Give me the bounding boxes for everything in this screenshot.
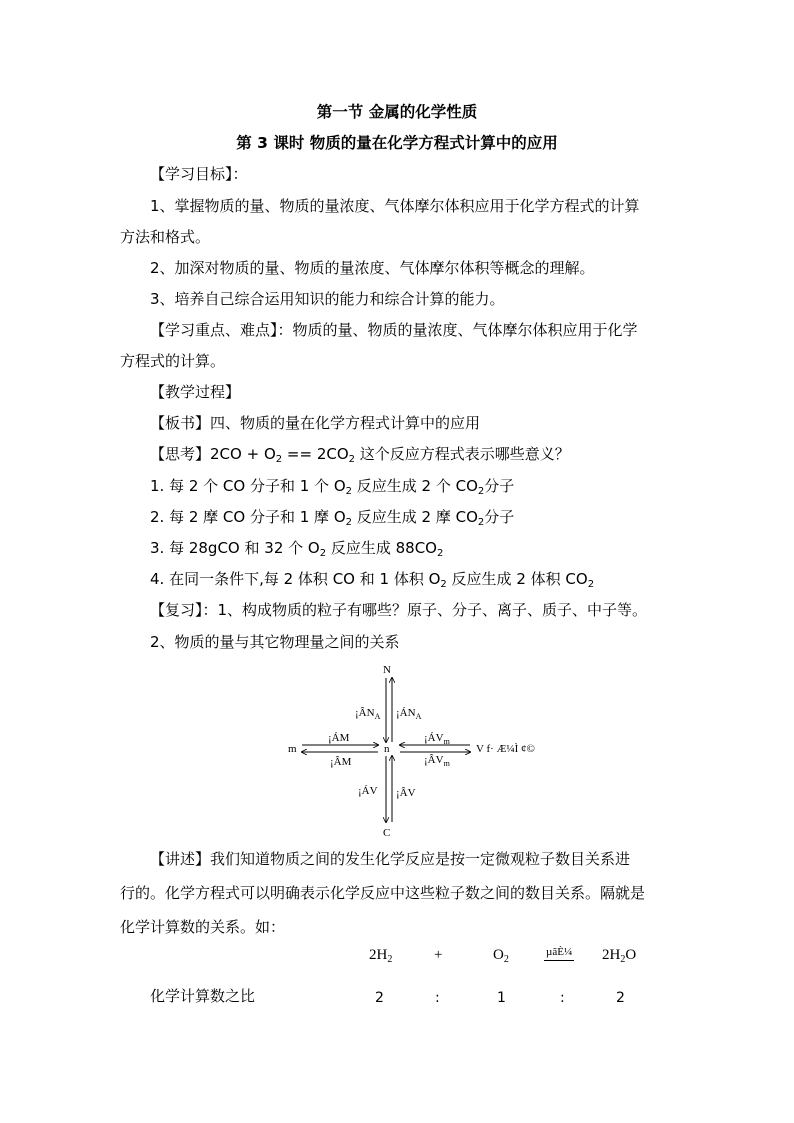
diagram-left-label: m (288, 743, 297, 755)
objective-2: 2、加深对物质的量、物质的量浓度、气体摩尔体积等概念的理解。 (150, 259, 595, 277)
meaning-text: 反应生成 88CO (326, 539, 437, 557)
ratio-value-1: 2 (375, 990, 384, 1006)
review-line-1: 【复习】：1、构成物质的粒子有哪些？原子、分子、离子、质子、中子等。 (150, 601, 648, 619)
formula-text: 2H (602, 947, 621, 963)
lecture-line-3: 化学计算数的关系。如： (120, 918, 286, 936)
meaning-1 (150, 476, 514, 496)
think-eq-sub2: 2 (348, 454, 356, 465)
meaning-text: 反应生成 2 个 CO (352, 477, 478, 495)
board-line: 【板书】四、物质的量在化学方程式计算中的应用 (150, 414, 481, 432)
product-h2o (602, 945, 636, 965)
meaning-text: 反应生成 2 摩 CO (352, 508, 478, 526)
formula-text: O (625, 947, 637, 963)
meaning-2 (150, 507, 514, 527)
meaning-text: 2. 每 2 摩 CO 分子和 1 摩 O (150, 508, 346, 526)
meaning-text: 1. 每 2 个 CO 分子和 1 个 O (150, 477, 346, 495)
ratio-colon-1: : (435, 990, 440, 1006)
meaning-sub: 2 (345, 517, 353, 528)
formula-text: O (493, 947, 504, 963)
meaning-text: 3. 每 28gCO 和 32 个 O (150, 539, 320, 557)
diagram-center-label: n (384, 743, 390, 755)
meaning-sub: 2 (477, 486, 485, 497)
lecture-line-1: 【讲述】我们知道物质之间的发生化学反应是按一定微观粒子数目关系进 (150, 850, 631, 868)
ratio-value-3: 2 (616, 990, 625, 1006)
think-prefix: 【思考】 (150, 445, 211, 463)
meaning-sub: 2 (587, 579, 595, 590)
label-multiply-na (396, 707, 422, 721)
formula-sub: 2 (620, 954, 626, 965)
think-eq-mid: == 2CO (282, 445, 349, 463)
meaning-sub: 2 (345, 486, 353, 497)
meaning-text: 分子 (484, 477, 515, 495)
objective-1-cont: 方法和格式。 (120, 228, 211, 246)
label-divide-vm (424, 754, 451, 768)
meaning-text: 4. 在同一条件下,每 2 体积 CO 和 1 体积 O (150, 570, 441, 588)
label-text: ¡ÂV (424, 754, 444, 766)
lecture-line-2: 行的。化学方程式可以明确表示化学反应中这些粒子数之间的数目关系。隔就是 (120, 884, 646, 902)
meaning-text: 分子 (484, 508, 515, 526)
label-sub: A (415, 712, 422, 721)
meaning-sub: 2 (436, 548, 444, 559)
formula-sub: 2 (503, 954, 509, 965)
label-text: ¡ÁN (396, 707, 416, 719)
lesson-title: 第 3 课时 物质的量在化学方程式计算中的应用 (236, 134, 558, 152)
label-text: ¡ÁV (424, 732, 444, 744)
think-line (150, 444, 570, 464)
formula-sub: 2 (387, 954, 393, 965)
section-title: 第一节 金属的化学性质 (316, 103, 478, 121)
think-suffix: 这个反应方程式表示哪些意义？ (355, 445, 570, 463)
plus-sign: + (434, 947, 443, 963)
objectives-heading: 【学习目标】： (150, 165, 248, 183)
meaning-sub: 2 (440, 579, 447, 590)
ratio-value-2: 1 (497, 990, 506, 1006)
formula-text: 2H (369, 947, 388, 963)
reactant-h2 (369, 945, 392, 965)
meaning-sub: 2 (319, 548, 327, 559)
meaning-4 (150, 569, 594, 589)
label-divide-m: ¡ÂM (330, 756, 352, 768)
diagram-bottom-label: C (383, 827, 391, 839)
reaction-arrow-label: µãÈ¼ (544, 944, 574, 961)
meaning-text: 反应生成 2 体积 CO (446, 570, 588, 588)
label-multiply-m: ¡ÁM (328, 732, 350, 744)
think-eq-sub: 2 (275, 454, 283, 465)
diagram-right-label: V f· Æ¼Ì ¢© (476, 743, 535, 755)
reactant-o2 (493, 945, 509, 965)
keypoints-line: 【学习重点、难点】：物质的量、物质的量浓度、气体摩尔体积应用于化学 (150, 321, 638, 339)
think-equation: 2CO + O (210, 445, 276, 463)
ratio-label: 化学计算数之比 (150, 987, 256, 1005)
meaning-sub: 2 (477, 517, 485, 528)
label-sub: A (374, 712, 381, 721)
label-text: ¡ÂN (355, 707, 375, 719)
label-multiply-vm (424, 732, 451, 746)
label-divide-v: ¡ÂV (396, 787, 416, 799)
keypoints-cont: 方程式的计算。 (120, 352, 226, 370)
process-heading: 【教学过程】 (150, 383, 241, 401)
label-multiply-v: ¡ÁV (358, 785, 378, 797)
objective-3: 3、培养自己综合运用知识的能力和综合计算的能力。 (150, 290, 505, 308)
objective-1: 1、掌握物质的量、物质的量浓度、气体摩尔体积应用于化学方程式的计算 (150, 197, 640, 215)
label-sub: m (443, 759, 450, 768)
ratio-colon-2: : (560, 990, 565, 1006)
diagram-top-label: N (383, 664, 391, 676)
label-divide-na (355, 707, 381, 721)
review-line-2: 2、物质的量与其它物理量之间的关系 (150, 633, 400, 651)
label-sub: m (443, 737, 450, 746)
meaning-3 (150, 538, 443, 558)
